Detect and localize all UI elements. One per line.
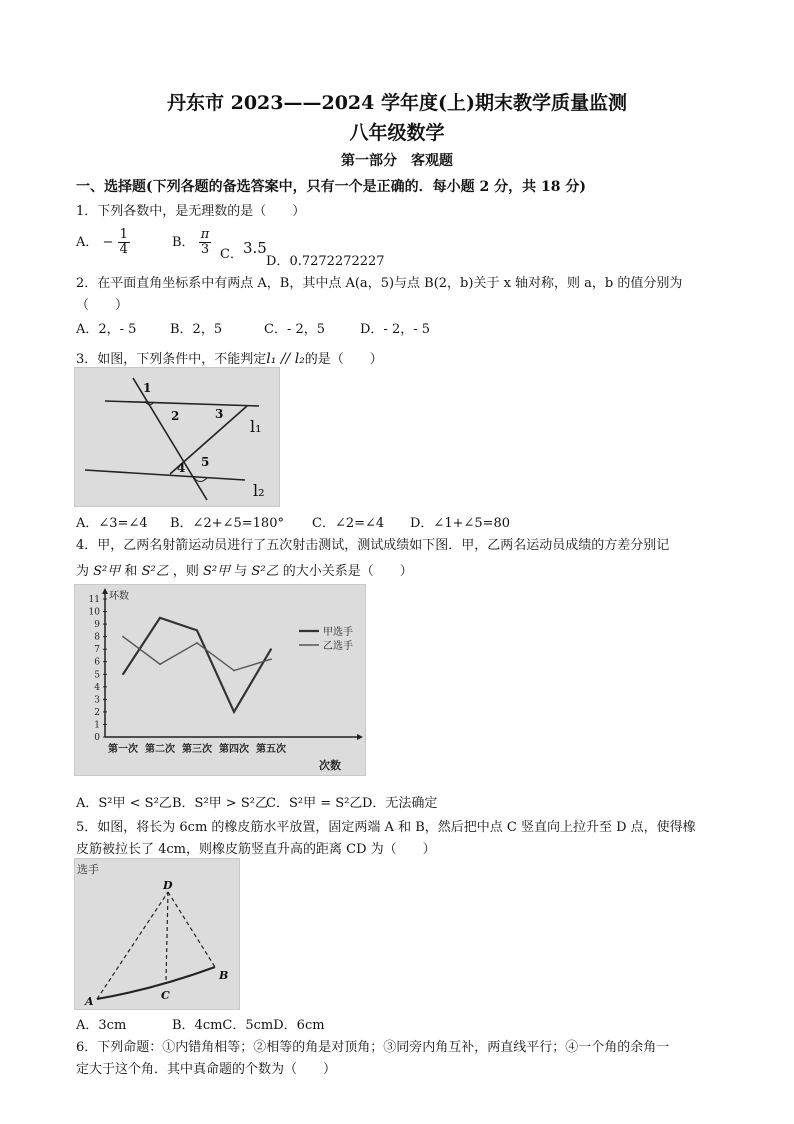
y-tick-label: 10 bbox=[88, 607, 100, 618]
q4-option-a: A．S²甲 < S²乙 bbox=[76, 796, 172, 811]
data-point bbox=[233, 711, 235, 713]
part-heading: 第一部分 客观题 bbox=[341, 153, 453, 169]
y-tick-label: 0 bbox=[94, 733, 100, 743]
q5-stem-line2: 皮筋被拉长了 4cm，则橡皮筋竖直升高的距离 CD 为（ ） bbox=[76, 842, 436, 857]
data-point bbox=[159, 663, 161, 665]
y-tick-label: 5 bbox=[94, 670, 100, 681]
q4-option-b: B．S²甲 > S²乙 bbox=[172, 796, 268, 811]
q3-label-1: 1 bbox=[143, 381, 152, 395]
exam-title: 丹东市 2023——2024 学年度(上)期末教学质量监测 bbox=[167, 92, 627, 114]
x-axis-label: 次数 bbox=[319, 759, 341, 772]
q5-option-a: A．3cm bbox=[76, 1018, 127, 1033]
q2-option-b: B．2，5 bbox=[170, 322, 223, 337]
q3-option-a: A．∠3=∠4 bbox=[76, 516, 148, 531]
q3-option-c: C．∠2=∠4 bbox=[312, 516, 385, 531]
q4-stem-line2: 为 S²甲 和 S²乙 ，则 S²甲 与 S²乙 的大小关系是（ ） bbox=[76, 564, 413, 579]
q5-label-corner: 选手 bbox=[77, 863, 99, 876]
y-tick-label: 6 bbox=[94, 657, 100, 668]
q4-chart bbox=[74, 584, 366, 776]
q4-s-yi: S²乙 bbox=[141, 564, 169, 579]
x-tick-label: 第三次 bbox=[182, 744, 212, 755]
q5-stem-line1: 5．如图，将长为 6cm 的橡皮筋水平放置，固定两端 A 和 B，然后把中点 C 竖直向上拉升至 D 点，使得橡 bbox=[76, 820, 696, 835]
q4-s-jia: S²甲 bbox=[93, 564, 121, 579]
data-point bbox=[159, 617, 161, 619]
x-tick-label: 第四次 bbox=[219, 744, 249, 755]
exam-subtitle: 八年级数学 bbox=[349, 122, 445, 144]
y-tick-label: 2 bbox=[94, 707, 100, 718]
q2-option-c: C．- 2，5 bbox=[264, 322, 326, 337]
y-tick-label: 4 bbox=[94, 682, 100, 693]
q1-option-d: D．0.7272272227 bbox=[266, 254, 385, 269]
q3-option-d: D．∠1+∠5=80 bbox=[410, 516, 511, 531]
data-point bbox=[270, 658, 272, 660]
series-line-0 bbox=[123, 618, 271, 712]
x-axis-arrow bbox=[357, 734, 363, 740]
q1-option-c: C．3.5 bbox=[220, 239, 267, 262]
q5-label-b: B bbox=[219, 969, 229, 982]
q4-option-d: D．无法确定 bbox=[362, 796, 438, 811]
x-tick-label: 第二次 bbox=[145, 744, 175, 755]
section-heading: 一、选择题(下列各题的备选答案中，只有一个是正确的．每小题 2 分，共 18 分) bbox=[76, 179, 586, 195]
q6-stem-line2: 定大于这个角．其中真命题的个数为（ ） bbox=[76, 1062, 337, 1077]
data-point bbox=[270, 648, 272, 650]
y-tick-label: 1 bbox=[94, 720, 100, 731]
legend-label-0: 甲选手 bbox=[323, 627, 353, 638]
y-axis-label: 环数 bbox=[109, 591, 129, 602]
q3-stem: 3．如图，下列条件中，不能判定l₁ // l₂的是（ ） bbox=[76, 351, 383, 367]
y-tick-label: 3 bbox=[94, 695, 100, 706]
data-point bbox=[196, 629, 198, 631]
q5-figure bbox=[74, 858, 240, 1010]
x-tick-label: 第一次 bbox=[108, 744, 138, 755]
q4-option-c: C．S²甲 = S²乙 bbox=[266, 796, 363, 811]
y-tick-label: 8 bbox=[94, 632, 100, 643]
q2-stem-line2: （ ） bbox=[76, 298, 129, 313]
q1-option-b: B． $\frac{\pi}{3}$ bbox=[172, 227, 210, 257]
q5-label-c: C bbox=[161, 989, 170, 1002]
q5-label-d: D bbox=[163, 879, 173, 892]
data-point bbox=[122, 673, 124, 675]
data-point bbox=[233, 670, 235, 672]
x-tick-label: 第五次 bbox=[256, 744, 286, 755]
q3-label-5: 5 bbox=[201, 455, 210, 469]
q3-label-4: 4 bbox=[177, 461, 186, 475]
q3-option-b: B．∠2+∠5=180° bbox=[170, 516, 284, 531]
q4-stem-line1: 4．甲，乙两名射箭运动员进行了五次射击测试，测试成绩如下图．甲，乙两名运动员成绩的方差分别记 bbox=[76, 538, 670, 553]
y-axis-arrow bbox=[102, 588, 108, 594]
legend-label-1: 乙选手 bbox=[323, 641, 353, 652]
y-tick-label: 7 bbox=[94, 645, 100, 656]
q6-stem-line1: 6．下列命题：①内错角相等；②相等的角是对顶角；③同旁内角互补，两直线平行；④一个角的余角一 bbox=[76, 1040, 670, 1055]
q3-figure bbox=[74, 367, 280, 507]
q2-option-a: A．2，- 5 bbox=[76, 322, 137, 337]
q3-label-l2: l₂ bbox=[253, 481, 265, 500]
data-point bbox=[122, 636, 124, 638]
y-tick-label: 9 bbox=[94, 620, 100, 631]
q3-label-l1: l₁ bbox=[250, 417, 262, 436]
q1-stem: 1．下列各数中，是无理数的是（ ） bbox=[76, 204, 306, 219]
q5-label-a: A bbox=[85, 995, 94, 1008]
y-tick-label: 11 bbox=[88, 595, 100, 605]
q3-label-2: 2 bbox=[171, 409, 180, 423]
q1-option-a: A． − $\frac{1}{4}$ bbox=[76, 227, 128, 257]
q3-label-3: 3 bbox=[215, 407, 224, 421]
q2-option-d: D．- 2，- 5 bbox=[360, 322, 431, 337]
data-point bbox=[196, 642, 198, 644]
q2-stem-line1: 2．在平面直角坐标系中有两点 A，B，其中点 A(a，5)与点 B(2，b)关于 x 轴对称，则 a，b 的值分别为 bbox=[76, 276, 683, 291]
q5-option-bcd: B．4cmC．5cmD．6cm bbox=[172, 1018, 325, 1033]
